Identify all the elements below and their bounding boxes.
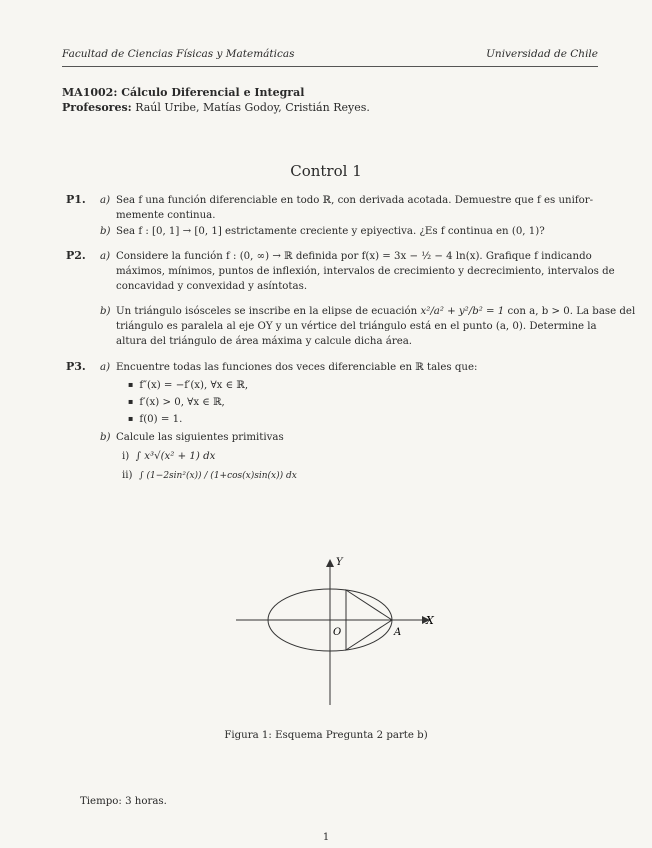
p3-a-text: Encuentre todas las funciones dos veces diferenciable en ℝ tales que: bbox=[116, 362, 478, 373]
page-number: 1 bbox=[322, 832, 330, 843]
ellipse-equation: x²/a² + y²/b² = 1 bbox=[420, 306, 505, 317]
p2-a-label: a) bbox=[100, 251, 111, 262]
y-label: Y bbox=[336, 557, 343, 568]
p3-b-item-2: ii) ∫ (1−2sin²(x)) / (1+cos(x)sin(x)) dx bbox=[122, 470, 297, 481]
problem-2-number: P2. bbox=[66, 249, 86, 262]
x-label: X bbox=[426, 614, 434, 627]
p2-a-text: Considere la función f : (0, ∞) → ℝ definida por f(x) = 3x − ½ − 4 ln(x). Grafique f indicando máximos, mínimos, puntos de inflexión, intervalos de crecimiento y decrecimiento, intervalos de concavidad y convexidad y asíntotas. bbox=[116, 251, 615, 292]
figure-caption: Figura 1: Esquema Pregunta 2 parte b) bbox=[224, 730, 428, 741]
page-title: Control 1 bbox=[290, 162, 362, 180]
professors-label: Profesores: bbox=[62, 101, 132, 114]
problem-3-number: P3. bbox=[66, 360, 86, 373]
p1-a-label: a) bbox=[100, 195, 111, 206]
p1-a-text: Sea f una función diferenciable en todo ℝ, con derivada acotada. Demuestre que f es unifor- memente continua. bbox=[116, 195, 594, 221]
header-university: Universidad de Chile bbox=[486, 48, 598, 60]
condition-item: ▪ f″(x) = −f′(x), ∀x ∈ ℝ, bbox=[128, 378, 248, 393]
time-note: Tiempo: 3 horas. bbox=[80, 796, 167, 807]
p2-b-text: Un triángulo isósceles se inscribe en la elipse de ecuación x²/a² + y²/b² = 1 con a, b > 0. La base del triángulo es paralela al eje OY y un vértice del triángulo está en el punto (a, 0). Determine la altura del triángulo de área máxima y calcule dicha área. bbox=[116, 306, 636, 347]
p3-b-text: Calcule las siguientes primitivas bbox=[116, 432, 284, 443]
y-axis-arrow bbox=[326, 559, 334, 567]
course-title: MA1002: Cálculo Diferencial e Integral bbox=[62, 86, 305, 99]
p3-b-label: b) bbox=[100, 432, 111, 443]
condition-item: ▪ f(0) = 1. bbox=[128, 412, 248, 427]
origin-label: O bbox=[333, 627, 342, 638]
p3-b-item-1: i) ∫ x³√(x² + 1) dx bbox=[122, 451, 216, 462]
professors-names: Raúl Uribe, Matías Godoy, Cristián Reyes. bbox=[135, 101, 370, 114]
p2-b-label: b) bbox=[100, 306, 111, 317]
condition-item: ▪ f′(x) > 0, ∀x ∈ ℝ, bbox=[128, 395, 248, 410]
p1-b-text: Sea f : [0, 1] → [0, 1] estrictamente creciente y epiyectiva. ¿Es f continua en (0, 1)? bbox=[116, 226, 545, 237]
p3-a-conditions bbox=[128, 378, 248, 427]
header-rule bbox=[62, 66, 598, 67]
header-faculty: Facultad de Ciencias Físicas y Matemáticas bbox=[62, 48, 295, 60]
p3-a-label: a) bbox=[100, 362, 111, 373]
p1-b-label: b) bbox=[100, 226, 111, 237]
course-info bbox=[62, 85, 370, 115]
point-a-label: A bbox=[394, 627, 402, 638]
ellipse-figure bbox=[0, 545, 652, 715]
problem-1-number: P1. bbox=[66, 193, 86, 206]
